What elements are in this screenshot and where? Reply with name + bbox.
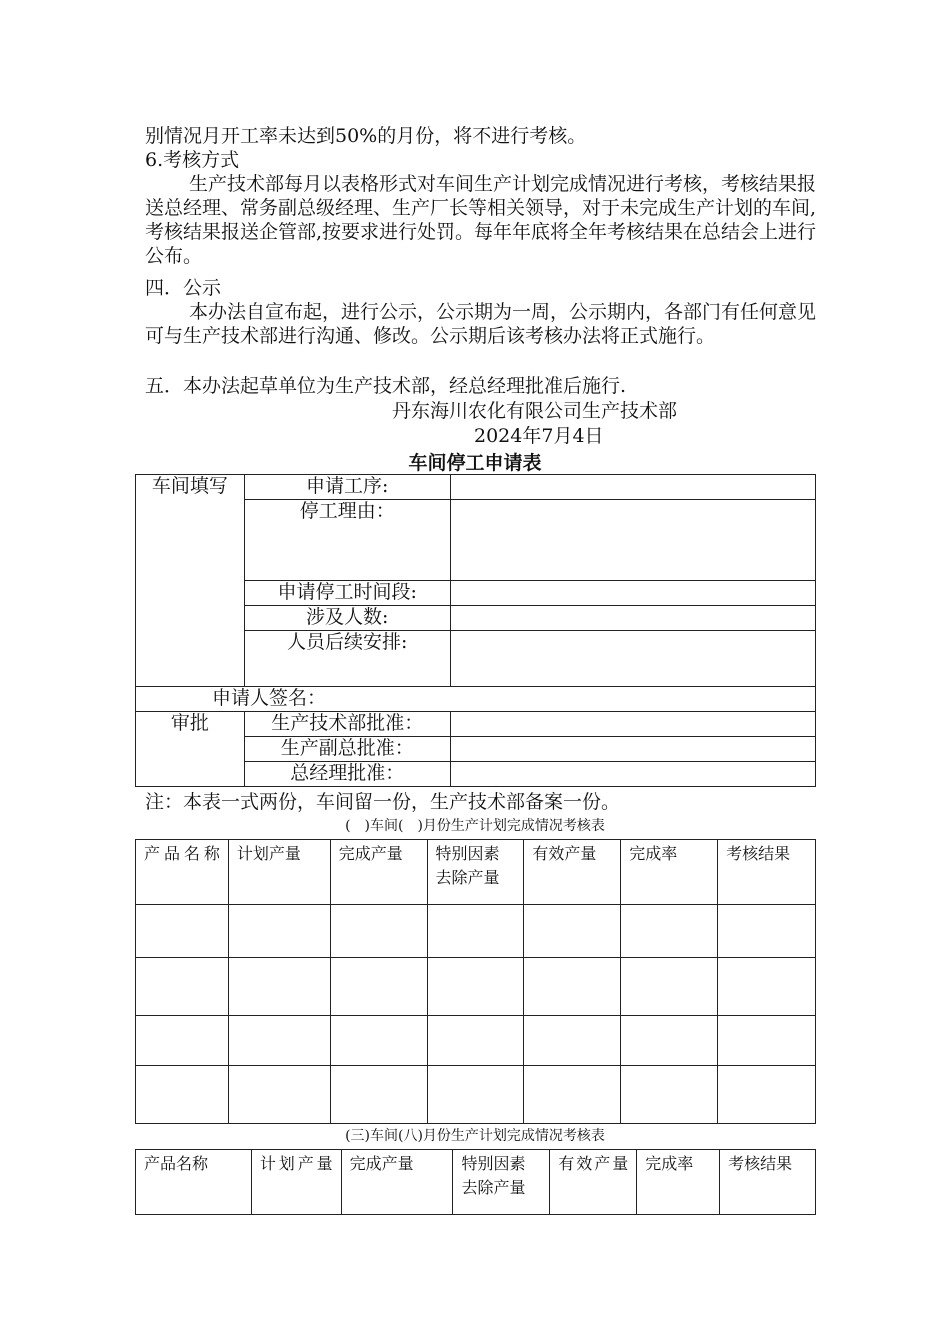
table-row <box>136 958 816 1016</box>
header-product-name: 产品名称 <box>136 1150 252 1215</box>
header-planned-output: 计划产量 <box>228 840 330 905</box>
table-cell[interactable] <box>524 1016 621 1066</box>
paragraph-assessment-method: 生产技术部每月以表格形式对车间生产计划完成情况进行考核，考核结果报送总经理、常务副总级经理、生产厂长等相关领导，对于未完成生产计划的车间,考核结果报送企管部,按要求进行处罚。每年年底将全年考核结果在总结会上进行公布。 <box>145 173 817 267</box>
deputy-approve-field[interactable] <box>450 737 815 762</box>
table-cell[interactable] <box>136 1016 229 1066</box>
eval-table2-caption: (三)车间(八)月份生产计划完成情况考核表 <box>345 1128 605 1144</box>
table-cell[interactable] <box>330 958 427 1016</box>
stop-form-title: 车间停工申请表 <box>408 452 542 474</box>
period-field[interactable] <box>450 581 815 606</box>
table-row <box>136 1016 816 1066</box>
heading-publicity: 四．公示 <box>145 277 222 299</box>
table-cell[interactable] <box>427 1066 524 1124</box>
arrangement-field[interactable] <box>450 631 815 687</box>
reason-field[interactable] <box>450 500 815 581</box>
table-cell[interactable] <box>621 1066 718 1124</box>
table-cell[interactable] <box>330 1016 427 1066</box>
table-cell[interactable] <box>621 1016 718 1066</box>
table-cell[interactable] <box>136 905 229 958</box>
header-completion-rate: 完成率 <box>621 840 718 905</box>
table-cell[interactable] <box>228 1066 330 1124</box>
heading-assessment-method: 6.考核方式 <box>145 149 240 171</box>
process-field[interactable] <box>450 475 815 500</box>
table-cell[interactable] <box>621 958 718 1016</box>
table-cell[interactable] <box>718 1066 816 1124</box>
header-effective-output: 有效产量 <box>550 1150 637 1215</box>
table-cell[interactable] <box>718 1016 816 1066</box>
table-cell[interactable] <box>228 905 330 958</box>
header-planned-output: 计划产量 <box>251 1150 341 1215</box>
header-special-factor-output: 特别因素去除产量 <box>453 1150 550 1215</box>
tech-approve-label: 生产技术部批准： <box>244 712 450 737</box>
header-completion-rate: 完成率 <box>637 1150 720 1215</box>
header-completed-output: 完成产量 <box>330 840 427 905</box>
gm-approve-field[interactable] <box>450 762 815 787</box>
table-row <box>136 905 816 958</box>
table-cell[interactable] <box>330 1066 427 1124</box>
eval-table-1 <box>135 839 816 1124</box>
paragraph-exemption: 别情况月开工率未达到50%的月份，将不进行考核。 <box>145 125 587 147</box>
table-cell[interactable] <box>427 958 524 1016</box>
reason-label: 停工理由： <box>244 500 450 581</box>
stop-application-table <box>135 474 816 787</box>
process-label: 申请工序: <box>244 475 450 500</box>
approval-cell <box>136 712 245 787</box>
tech-approve-field[interactable] <box>450 712 815 737</box>
table-cell[interactable] <box>524 1066 621 1124</box>
table-row <box>136 1066 816 1124</box>
paragraph-publicity: 本办法自宣布起，进行公示，公示期为一周，公示期内，各部门有任何意见可与生产技术部进行沟通、修改。公示期后该考核办法将正式施行。 <box>145 301 817 347</box>
table-cell[interactable] <box>718 905 816 958</box>
signature-org: 丹东海川农化有限公司生产技术部 <box>392 400 678 422</box>
stop-form-note: 注：本表一式两份，车间留一份，生产技术部备案一份。 <box>145 791 621 813</box>
approval-label: 审批 <box>170 712 209 734</box>
signature-date: 2024年7月4日 <box>474 425 604 447</box>
gm-approve-label: 总经理批准： <box>244 762 450 787</box>
table-cell[interactable] <box>136 958 229 1016</box>
workshop-fill-label: 车间填写 <box>151 475 228 497</box>
eval-table1-caption: ( )车间( )月份生产计划完成情况考核表 <box>345 818 605 834</box>
header-assessment-result: 考核结果 <box>718 840 816 905</box>
paragraph-drafting-unit: 五．本办法起草单位为生产技术部，经总经理批准后施行. <box>145 375 627 397</box>
table-cell[interactable] <box>524 958 621 1016</box>
workshop-fill-cell <box>136 475 245 687</box>
header-effective-output: 有效产量 <box>524 840 621 905</box>
table-cell[interactable] <box>427 1016 524 1066</box>
table-cell[interactable] <box>524 905 621 958</box>
applicant-signature-label[interactable]: 申请人签名： <box>136 687 816 712</box>
header-completed-output: 完成产量 <box>341 1150 453 1215</box>
eval-table-2 <box>135 1149 816 1215</box>
header-assessment-result: 考核结果 <box>720 1150 816 1215</box>
people-field[interactable] <box>450 606 815 631</box>
header-special-factor-output: 特别因素去除产量 <box>427 840 524 905</box>
table-cell[interactable] <box>621 905 718 958</box>
table-cell[interactable] <box>330 905 427 958</box>
people-label: 涉及人数: <box>244 606 450 631</box>
table-cell[interactable] <box>718 958 816 1016</box>
header-product-name: 产品名称 <box>136 840 229 905</box>
table-cell[interactable] <box>228 1016 330 1066</box>
deputy-approve-label: 生产副总批准： <box>244 737 450 762</box>
table-cell[interactable] <box>136 1066 229 1124</box>
table-cell[interactable] <box>228 958 330 1016</box>
table-cell[interactable] <box>427 905 524 958</box>
arrangement-label: 人员后续安排: <box>244 631 450 687</box>
period-label: 申请停工时间段: <box>244 581 450 606</box>
